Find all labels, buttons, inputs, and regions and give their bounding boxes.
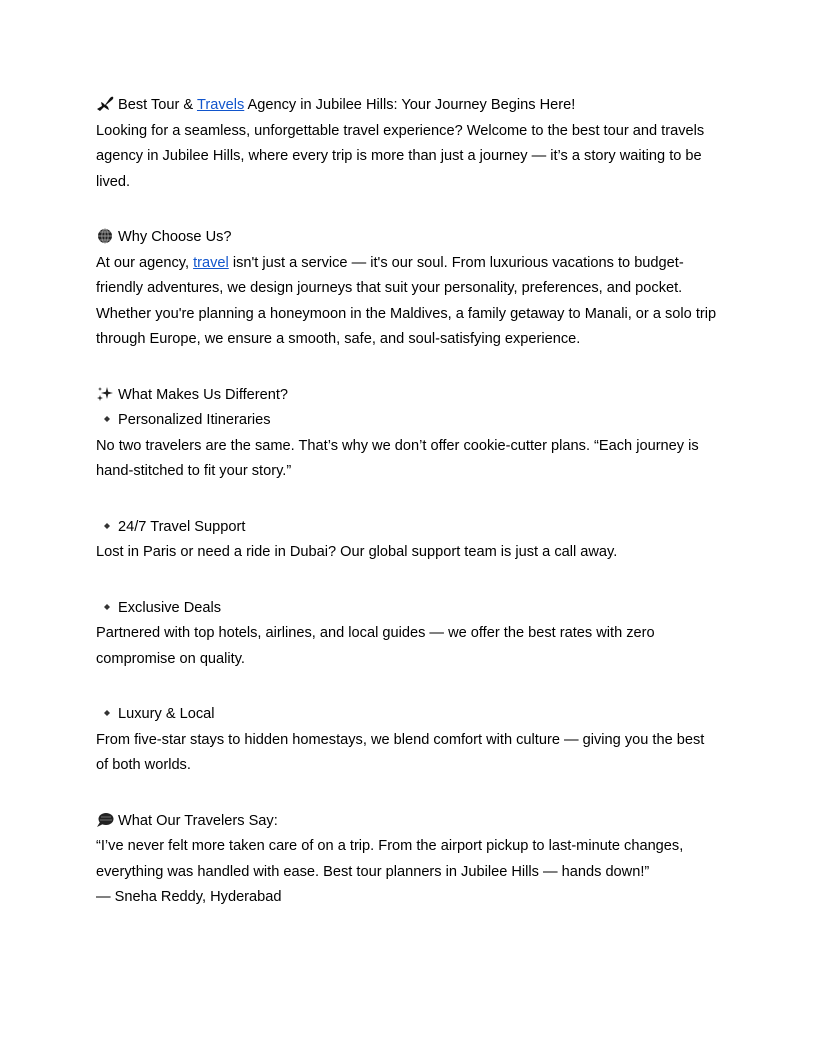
diamond-bullet-icon — [100, 412, 114, 426]
why-paragraph — [96, 251, 720, 353]
feature-description: Lost in Paris or need a ride in Dubai? Our global support team is just a call away. — [96, 544, 618, 560]
testimonial-heading-text: What Our Travelers Say: — [118, 812, 278, 829]
different-heading-text: What Makes Us Different? — [118, 386, 289, 403]
why-text-before: At our agency, — [96, 254, 194, 271]
feature-title — [96, 408, 720, 434]
feature-description: From five-star stays to hidden homestays, we blend comfort with culture — giving you the best of both worlds. — [96, 731, 705, 773]
different-heading — [96, 383, 720, 409]
intro-heading-text-after: Agency in Jubilee Hills: Your Journey Begins Here! — [244, 97, 576, 113]
why-heading — [96, 225, 720, 251]
feature-description: No two travelers are the same. That’s why we don’t offer cookie-cutter plans. “Each journey is hand-stitched to fit your story.” — [96, 437, 699, 479]
speech-bubble-icon — [96, 812, 114, 828]
testimonial-quote: “I’ve never felt more taken care of on a trip. From the airport pickup to last-minute changes, everything was handled with ease. Best tour planners in Jubilee Hills — hands down!” — [96, 838, 684, 880]
why-text-after: isn't just a service — it's our soul. From luxurious vacations to budget-friendly adventures, we design journeys that suit your personality, preferences, and pocket. Whether you're planning a honeymoon in the Maldives, a family getaway to Manali, or a solo trip through Europe, we ensure a smooth, safe, and soul-satisfying experience. — [96, 254, 717, 347]
airplane-icon — [96, 96, 114, 112]
feature-title — [96, 596, 720, 622]
feature-title-text: 24/7 Travel Support — [118, 518, 246, 535]
sparkles-icon — [96, 386, 114, 402]
testimonial-heading — [96, 809, 720, 835]
diamond-bullet-icon — [100, 706, 114, 720]
intro-paragraph: Looking for a seamless, unforgettable travel experience? Welcome to the best tour and travels agency in Jubilee Hills, where every trip is more than just a journey — it’s a story waiting to be lived. — [96, 122, 705, 190]
intro-heading — [96, 93, 720, 119]
travel-link[interactable]: travel — [193, 254, 229, 271]
feature-title — [96, 515, 720, 541]
feature-title — [96, 702, 720, 728]
document-page — [96, 93, 720, 911]
travels-link[interactable]: Travels — [196, 97, 245, 113]
feature-title-text: Luxury & Local — [118, 706, 215, 722]
globe-icon — [96, 228, 114, 244]
diamond-bullet-icon — [100, 519, 114, 533]
feature-title-text: Exclusive Deals — [118, 599, 222, 616]
feature-description: Partnered with top hotels, airlines, and local guides — we offer the best rates with zero compromise on quality. — [96, 625, 655, 667]
diamond-bullet-icon — [100, 600, 114, 614]
intro-heading-text-before: Best Tour & — [118, 97, 197, 113]
feature-title-text: Personalized Itineraries — [118, 412, 271, 428]
why-heading-text: Why Choose Us? — [118, 229, 232, 245]
testimonial-attribution: — Sneha Reddy, Hyderabad — [96, 889, 282, 905]
